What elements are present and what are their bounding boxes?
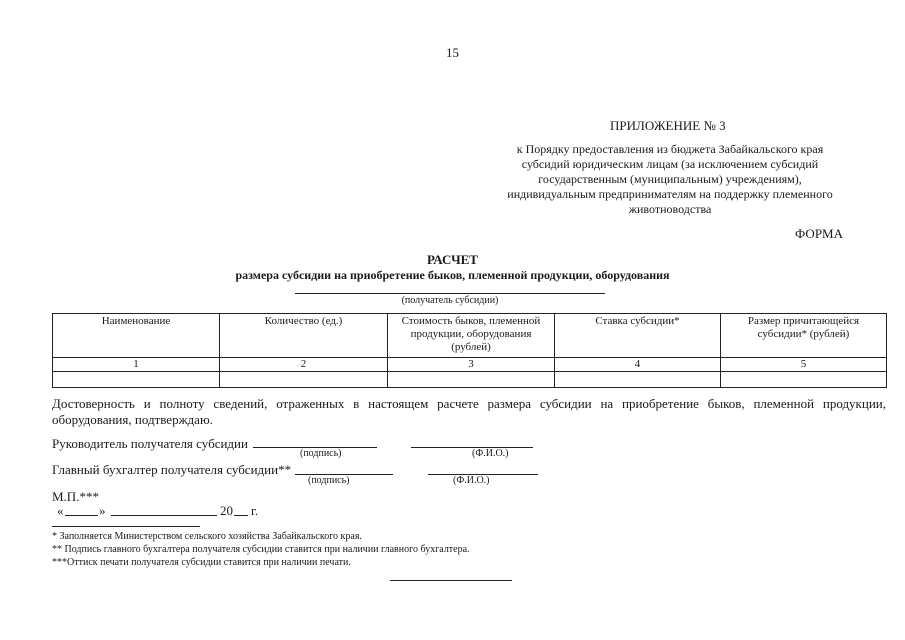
appendix-line: государственным (муниципальным) учреждениям), — [538, 172, 802, 186]
report-subtitle: размера субсидии на приобретение быков, племенной продукции, оборудования — [235, 268, 670, 282]
date-open-quote: « — [57, 503, 64, 518]
head-signature-caption: (подпись) — [300, 448, 342, 459]
recipient-line[interactable] — [295, 293, 605, 294]
date-year-line[interactable] — [234, 515, 248, 516]
appendix-title: ПРИЛОЖЕНИЕ № 3 — [610, 118, 726, 133]
accountant-name-caption: (Ф.И.О.) — [453, 475, 490, 486]
table-cell[interactable] — [53, 372, 220, 388]
appendix-line: индивидуальным предпринимателям на поддержку племенного — [507, 187, 833, 201]
header-amount: Размер причитающейся субсидии* (рублей) — [721, 314, 887, 358]
appendix-line: животноводства — [628, 202, 712, 216]
date-year-prefix: 20 — [220, 503, 233, 518]
table-header-row — [53, 314, 887, 358]
page-number: 15 — [446, 45, 459, 60]
table-cell[interactable] — [555, 372, 721, 388]
subsidy-table — [52, 313, 887, 388]
recipient-caption: (получатель субсидии) — [401, 295, 499, 306]
end-divider — [390, 580, 512, 581]
date-month-line[interactable] — [111, 515, 217, 516]
header-cost: Стоимость быков, племенной продукции, оборудования (рублей) — [388, 314, 555, 358]
table-cell[interactable] — [388, 372, 555, 388]
accountant-signature-caption: (подпись) — [308, 475, 350, 486]
date-year-suffix: г. — [251, 503, 259, 518]
confirmation-text: Достоверность и полноту сведений, отраженных в настоящем расчете размера субсидии на приобретение быков, племенной продукции, оборудования, подтверждаю. — [52, 396, 886, 427]
footnote: * Заполняется Министерством сельского хозяйства Забайкальского края. — [52, 531, 362, 542]
stamp-label: М.П.*** — [52, 489, 99, 504]
footnote-divider — [52, 526, 200, 527]
footnote: ** Подпись главного бухгалтера получателя субсидии ставится при наличии главного бухгалтера. — [52, 544, 470, 555]
report-title: РАСЧЕТ — [427, 252, 478, 267]
table-cell[interactable] — [220, 372, 388, 388]
column-number: 2 — [220, 358, 388, 372]
accountant-signature-label: Главный бухгалтер получателя субсидии** — [52, 462, 292, 477]
table-number-row — [53, 358, 887, 372]
footnote: ***Оттиск печати получателя субсидии ставится при наличии печати. — [52, 557, 351, 568]
head-name-caption: (Ф.И.О.) — [472, 448, 509, 459]
table-row — [53, 372, 887, 388]
column-number: 1 — [53, 358, 220, 372]
date-day-line[interactable] — [65, 515, 98, 516]
table-cell[interactable] — [721, 372, 887, 388]
appendix-reference — [480, 142, 860, 217]
head-signature-label: Руководитель получателя субсидии — [52, 436, 248, 451]
appendix-line: субсидий юридическим лицам (за исключением субсидий — [521, 157, 819, 171]
column-number: 4 — [555, 358, 721, 372]
column-number: 5 — [721, 358, 887, 372]
column-number: 3 — [388, 358, 555, 372]
appendix-line: к Порядку предоставления из бюджета Забайкальского края — [516, 142, 824, 156]
header-name: Наименование — [53, 314, 220, 358]
header-rate: Ставка субсидии* — [555, 314, 721, 358]
header-quantity: Количество (ед.) — [220, 314, 388, 358]
date-close-quote: » — [99, 503, 106, 518]
form-label: ФОРМА — [795, 226, 843, 241]
